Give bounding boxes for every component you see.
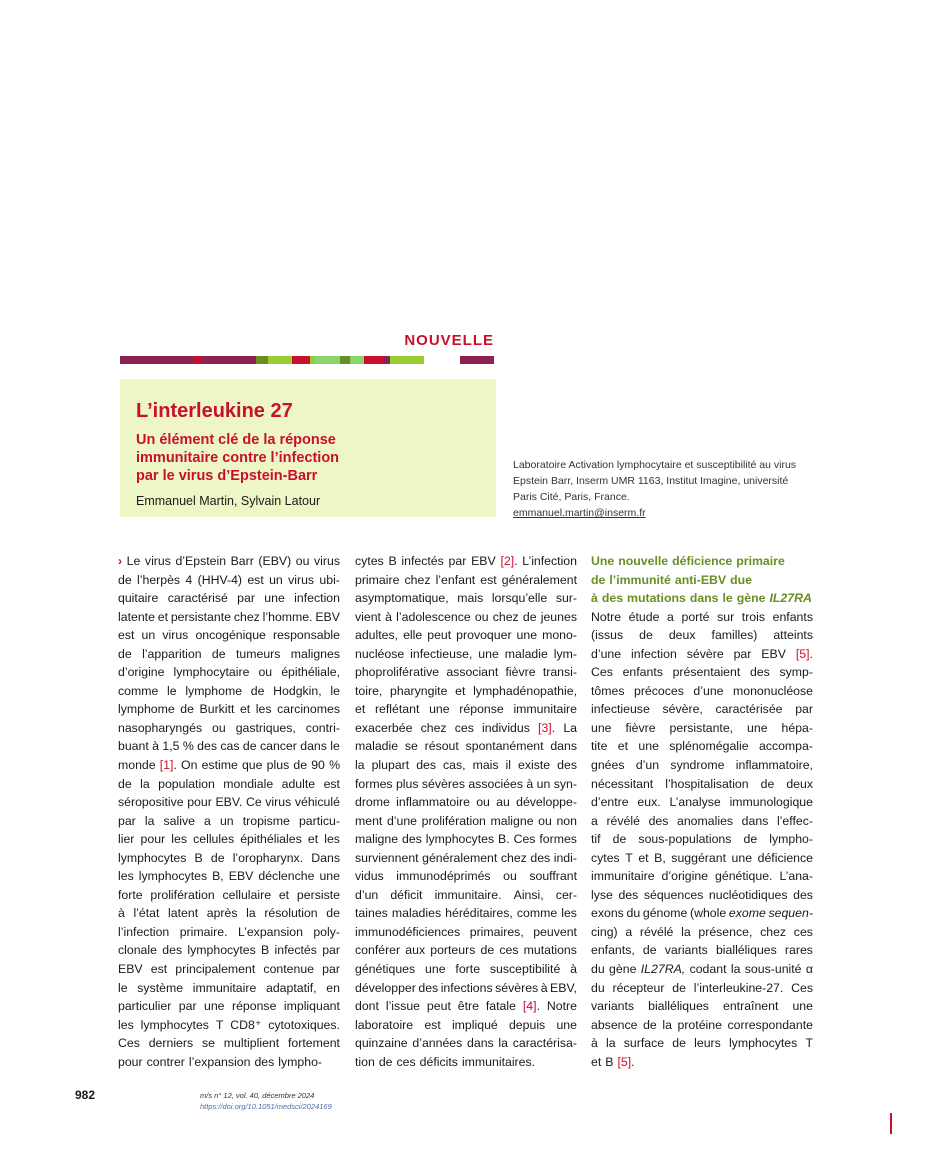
column-1 xyxy=(118,552,340,1071)
column-2 xyxy=(355,552,577,1071)
text-line: particulier par une réponse impliquant xyxy=(118,999,340,1014)
authors: Emmanuel Martin, Sylvain Latour xyxy=(136,494,321,508)
text-line: tion de ces déficits immunitaires. xyxy=(355,1054,536,1069)
text-line: vient à l’adolescence ou chez de jeunes xyxy=(355,609,577,624)
text-line: primaire chez l’enfant est généralement xyxy=(355,572,577,587)
section-label: NOUVELLE xyxy=(404,332,494,349)
text-line: à l’état latent après la résolution de xyxy=(118,906,340,921)
text-line: nécessitant l’hospitalisation de deux xyxy=(591,776,813,791)
stripe-segment xyxy=(460,356,494,364)
text-line: immunitaire d’origine génétique. L’ana- xyxy=(591,869,813,884)
text-line: les lymphocytes B, EBV déclenche une xyxy=(118,869,340,884)
text-line: clonale des lymphocytes B infectés par xyxy=(118,943,340,958)
text-line: le système immunitaire adaptatif, en xyxy=(118,980,340,995)
text-line: d’origine lymphocytaire ou épithéliale, xyxy=(118,665,340,680)
text-line: surviennent généralement chez des indi- xyxy=(355,850,577,865)
text-line: lymphocytes B de l’oropharynx. Dans xyxy=(118,850,340,865)
title-box xyxy=(120,379,496,517)
text-line: exacerbée chez ces individus [3]. La xyxy=(355,720,577,735)
text-line: Ces enfants présentaient des symp- xyxy=(591,665,813,680)
text-line: taines maladies héréditaires, comme les xyxy=(355,906,577,921)
stripe-segment xyxy=(398,356,424,364)
text-line: tômes précoces d’une mononucléose xyxy=(591,683,813,698)
text-line: ment d’une prolifération maligne ou non xyxy=(355,813,577,828)
stripe-segment xyxy=(424,356,460,364)
text-line: immunodéficiences primaires, peuvent xyxy=(355,924,577,939)
subtitle-line: immunitaire contre l’infection xyxy=(136,450,340,466)
footer xyxy=(200,1090,332,1112)
stripe-segment xyxy=(256,356,268,364)
text-line: et reflétant une réponse immunitaire xyxy=(355,702,577,717)
text-line: et B [5]. xyxy=(591,1054,635,1069)
page-number: 982 xyxy=(75,1088,96,1102)
edge-rule xyxy=(890,1113,892,1134)
email-link[interactable]: emmanuel.martin@inserm.fr xyxy=(513,507,646,519)
text-line: nasopharyngés ou gastriques, contri- xyxy=(118,720,340,735)
subtitle-line: par le virus d’Epstein-Barr xyxy=(136,468,318,484)
article-subtitle xyxy=(136,431,480,485)
text-line: la plupart des cas, mais il existe des xyxy=(355,758,577,773)
text-line: lyse des séquences nucléotidiques des xyxy=(591,887,813,902)
text-line: pour contrer l’expansion des lympho- xyxy=(118,1054,323,1069)
text-line: forte prolifération cellulaire et persiste xyxy=(118,887,340,902)
text-line: d’un déficit immunitaire. Ainsi, cer- xyxy=(355,887,577,902)
text-line: tite et une splénomégalie accompa- xyxy=(591,739,813,754)
heading-line: à des mutations dans le gène IL27RA xyxy=(591,591,812,606)
text-line: Notre étude a porté sur trois enfants xyxy=(591,609,813,624)
text-line: l’infection primaire. L’expansion poly- xyxy=(118,924,340,939)
text-line: laboratoire est impliqué depuis une xyxy=(355,1017,577,1032)
text-line: séropositive pour EBV. Ce virus véhiculé xyxy=(118,795,340,810)
text-line: d’entre eux. L’analyse immunologique xyxy=(591,795,813,810)
text-line: tif de sous-populations de lympho- xyxy=(591,832,813,847)
text-line: EBV est principalement contenue par xyxy=(118,962,340,977)
text-line: par la salive a un tropisme particu- xyxy=(118,813,340,828)
stripe-segment xyxy=(340,356,350,364)
text-line: › Le virus d’Epstein Barr (EBV) ou virus xyxy=(118,554,340,568)
text-line: cytes B infectés par EBV [2]. L’infection xyxy=(355,554,577,568)
text-line: asymptomatique, mais lorsqu’elle sur- xyxy=(355,591,577,606)
text-line: formes plus sévères associées à un syn- xyxy=(355,776,577,791)
text-line: de l’herpès 4 (HHV-4) est un virus ubi- xyxy=(118,572,340,587)
text-line: enfants, de variants bialléliques rares xyxy=(591,943,813,958)
stripe-segment xyxy=(314,356,340,364)
text-line: lymphome de Burkitt et les carcinomes xyxy=(118,702,340,717)
text-line: du récepteur de l’interleukine-27. Ces xyxy=(591,980,813,995)
text-line: phoproliférative associant fièvre transi- xyxy=(355,665,577,680)
text-line: de l’apparition de tumeurs malignes xyxy=(118,646,340,661)
heading-line: de l’immunité anti-EBV due xyxy=(591,572,752,587)
stripe-segment xyxy=(350,356,364,364)
stripe-segment xyxy=(202,356,246,364)
text-line: cytes T et B, suggérant une déficience xyxy=(591,850,813,865)
affiliation-line: Paris Cité, Paris, France. xyxy=(513,491,630,503)
text-line: maligne des lymphocytes B. Ces formes xyxy=(355,832,577,847)
text-line: adultes, elle peut provoquer une mono- xyxy=(355,628,577,643)
text-line: lier pour les cellules épithéliales et les xyxy=(118,832,340,847)
text-line: (issus de deux familles) atteints xyxy=(591,628,813,643)
doi-link[interactable]: https://doi.org/10.1051/medsci/2024169 xyxy=(200,1102,332,1111)
text-line: Ces derniers se multiplient fortement xyxy=(118,1036,340,1051)
affiliation-line: Laboratoire Activation lymphocytaire et susceptibilité au virus xyxy=(513,459,797,471)
text-line: génétiques une forte susceptibilité à xyxy=(355,962,577,977)
stripe-segment xyxy=(160,356,194,364)
text-line: drome inflammatoire ou au développe- xyxy=(355,795,577,810)
text-line: quitaire caractérisé par une infection xyxy=(118,591,340,606)
journal-reference: m/s n° 12, vol. 40, décembre 2024 xyxy=(200,1091,315,1100)
stripe-segment xyxy=(194,356,202,364)
text-line: développer des infections sévères à EBV, xyxy=(355,980,577,995)
color-stripe xyxy=(120,356,494,364)
text-line: monde [1]. On estime que plus de 90 % xyxy=(118,758,340,773)
column-3 xyxy=(591,552,813,1071)
heading-line: Une nouvelle déficience primaire xyxy=(591,554,785,568)
text-line: buant à 1,5 % des cas de cancer dans le xyxy=(118,739,340,754)
text-line: du gène IL27RA, codant la sous-unité α xyxy=(591,962,813,977)
text-line: dont l’issue peut être fatale [4]. Notre xyxy=(355,999,577,1014)
text-line: infectieuse sévère, caractérisée par xyxy=(591,702,813,717)
subtitle-line: Un élément clé de la réponse xyxy=(136,432,336,448)
article-title: L’interleukine 27 xyxy=(136,400,293,422)
text-line: latente et persistante chez l’homme. EBV xyxy=(118,609,340,624)
text-line: de la population mondiale adulte est xyxy=(118,776,340,791)
text-line: quinzaine d’années dans la caractérisa- xyxy=(355,1036,577,1051)
text-line: d’une infection sévère par EBV [5]. xyxy=(591,646,813,661)
text-line: les lymphocytes T CD8⁺ cytotoxiques. xyxy=(118,1017,340,1032)
text-line: est un virus oncogénique responsable xyxy=(118,628,340,643)
text-line: maladie se résout spontanément dans xyxy=(355,739,577,754)
stripe-segment xyxy=(268,356,292,364)
text-line: variants bialléliques entraînent une xyxy=(591,999,813,1014)
text-line: à la surface de leurs lymphocytes T xyxy=(591,1036,813,1051)
stripe-segment xyxy=(120,356,160,364)
text-line: vidus immunodéprimés ou souffrant xyxy=(355,869,577,884)
stripe-segment xyxy=(246,356,256,364)
text-line: comme le lymphome de Hodgkin, le xyxy=(118,683,340,698)
text-line: absence de la protéine correspondante xyxy=(591,1017,813,1032)
affiliation xyxy=(513,457,813,521)
text-line: cing) a révélé la présence, chez ces xyxy=(591,924,813,939)
text-line: exons du génome (whole exome sequen- xyxy=(591,906,813,921)
text-line: toire, pharyngite et lymphadénopathie, xyxy=(355,683,577,698)
stripe-segment xyxy=(364,356,384,364)
stripe-segment xyxy=(390,356,398,364)
text-line: a révélé des anomalies dans l’effec- xyxy=(591,813,813,828)
stripe-segment xyxy=(292,356,310,364)
affiliation-line: Epstein Barr, Inserm UMR 1163, Institut Imagine, université xyxy=(513,475,789,487)
text-line: nucléose infectieuse, une maladie lym- xyxy=(355,646,577,661)
text-line: une fièvre persistante, une hépa- xyxy=(591,720,813,735)
text-line: gnées d’un syndrome inflammatoire, xyxy=(591,758,813,773)
text-line: conférer aux porteurs de ces mutations xyxy=(355,943,577,958)
